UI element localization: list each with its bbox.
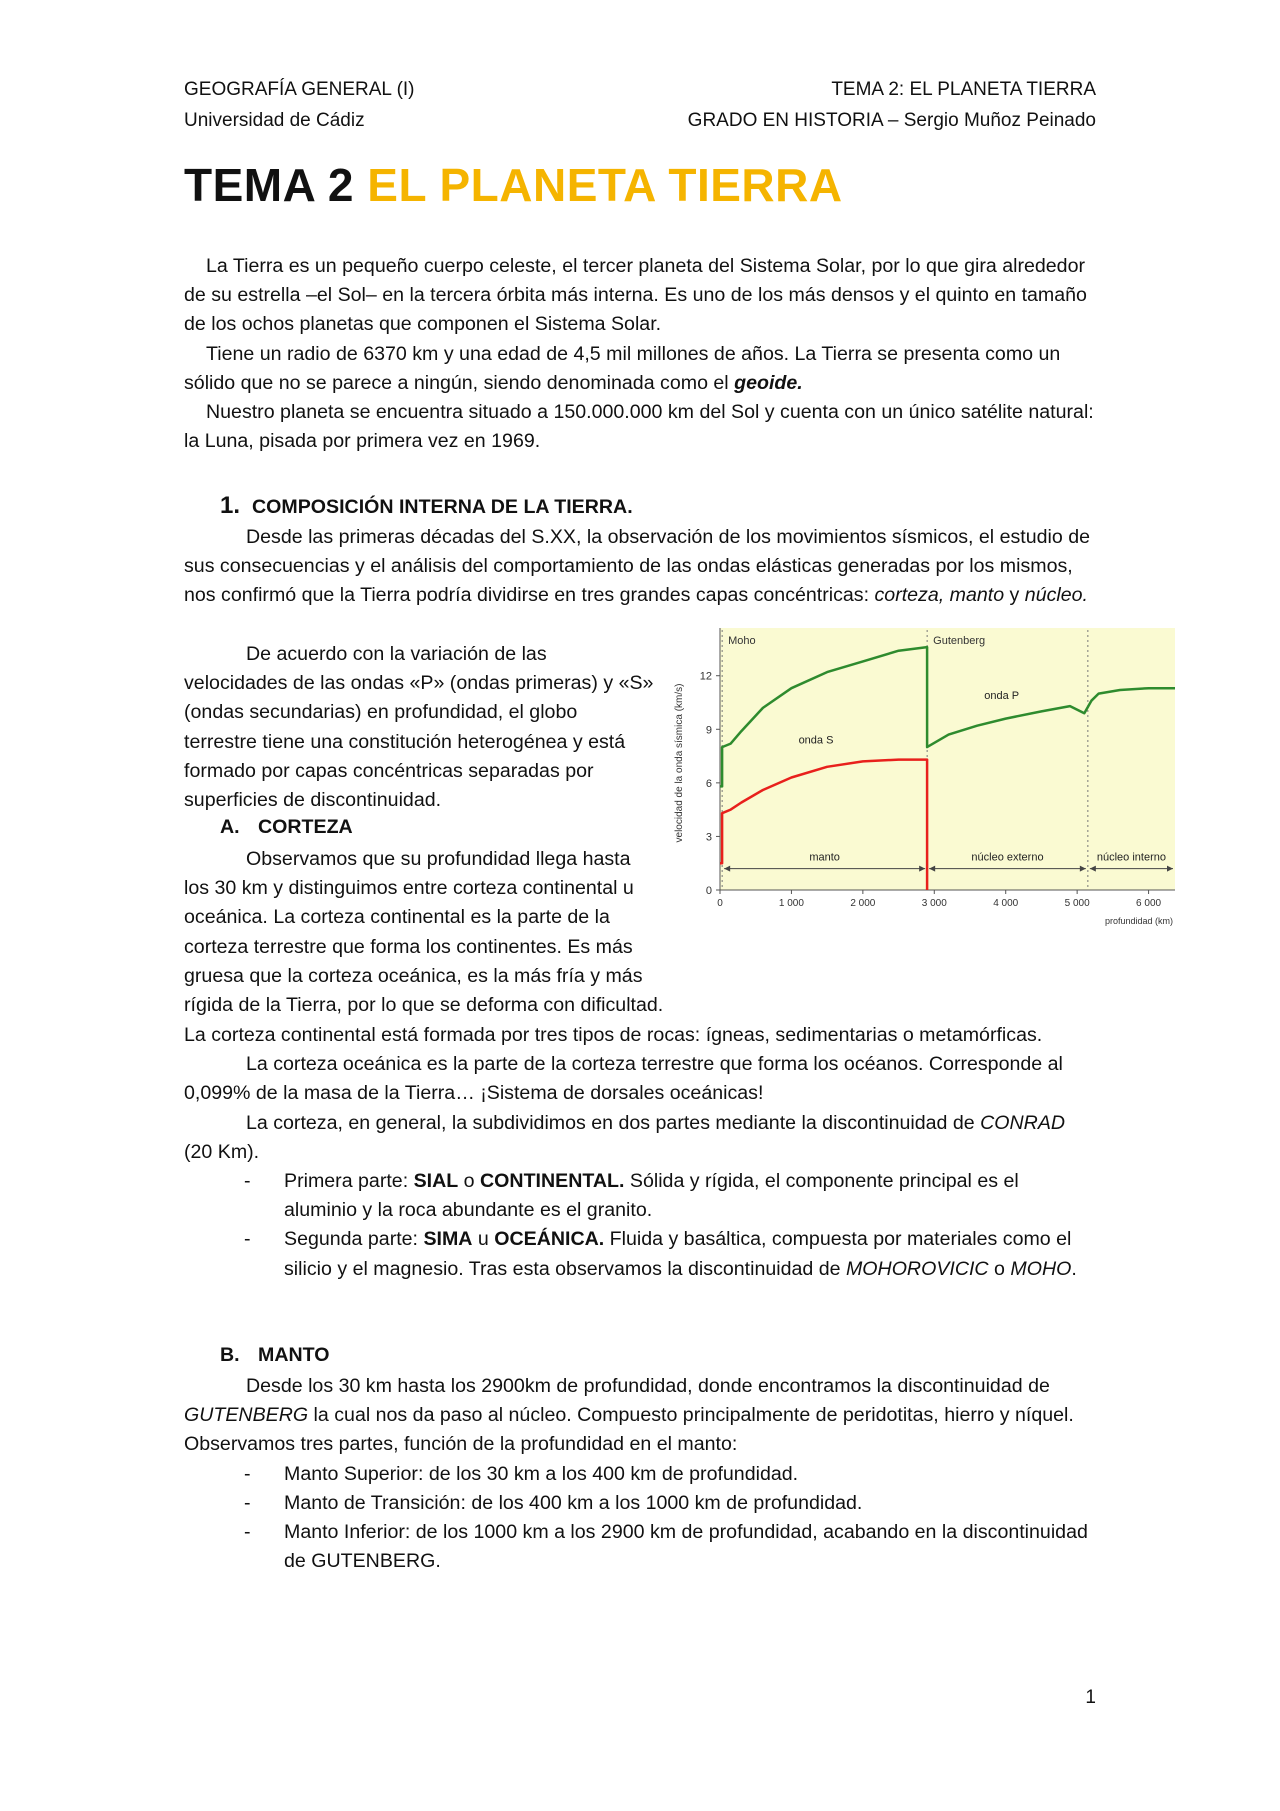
x-tick-label: 4 000 (993, 898, 1019, 909)
x-tick-label: 2 000 (850, 898, 876, 909)
item-term-2: OCEÁNICA. (494, 1228, 605, 1251)
x-tick-label: 3 000 (921, 898, 947, 909)
manto-list-item (184, 1460, 1096, 1489)
discontinuity-label: Moho (728, 635, 756, 647)
corteza-heading (220, 816, 353, 839)
corteza-p4-text: La corteza, en general, la subdividimos en dos partes mediante la discontinuidad de (246, 1111, 981, 1134)
corteza-p1-text: Observamos que su profundidad llega hasta los 30 km y distinguimos entre corteza continental u oceánica. La corteza continental es la parte de la corteza terrestre que forma los continentes. Es más gruesa que la corteza oceánica, es la más fría y más rígida de la Tierra, por lo que se deforma con dificultad. (184, 848, 664, 1017)
manto-letter: B. (220, 1344, 240, 1366)
list-dash: - (244, 1228, 251, 1251)
course-name: GEOGRAFÍA GENERAL (I) (184, 79, 415, 100)
list-dash: - (244, 1521, 251, 1544)
manto-p1-text: Desde los 30 km hasta los 2900km de profundidad, donde encontramos la discontinuidad de (246, 1375, 1050, 1397)
manto-list (184, 1460, 1096, 1577)
item-mid-2: o (988, 1257, 1011, 1280)
manto-item-text: Manto de Transición: de los 400 km a los 1000 km de profundidad. (284, 1491, 863, 1514)
item-pre: Primera parte: (284, 1170, 414, 1193)
item-post: Sólida y rígida, el componente principal es el aluminio y la roca abundante es el granito. (284, 1170, 1019, 1222)
title-prefix: TEMA 2 (184, 159, 354, 211)
intro (184, 252, 1096, 456)
item-term-1: SIAL (413, 1170, 459, 1193)
university-name: Universidad de Cádiz (184, 110, 365, 131)
moho-term-full: MOHOROVICIC (845, 1257, 989, 1280)
x-tick-label: 6 000 (1136, 898, 1162, 909)
manto-paragraph-1 (184, 1372, 1096, 1460)
item-term-1: SIMA (423, 1228, 473, 1251)
gutenberg-term: GUTENBERG (184, 1404, 309, 1427)
list-dash: - (244, 1462, 251, 1485)
intro-paragraph-2 (184, 340, 1096, 398)
corteza-list (184, 1167, 1096, 1284)
manto-list-item (184, 1518, 1096, 1576)
corteza-letter: A. (220, 816, 240, 838)
header-right (688, 74, 1096, 136)
corteza-p4-end: (20 Km). (184, 1140, 260, 1163)
geoide-term: geoide. (734, 371, 803, 394)
manto-heading (220, 1344, 329, 1367)
degree-author: GRADO EN HISTORIA – Sergio Muñoz Peinado (687, 110, 1096, 131)
manto-title: MANTO (258, 1344, 330, 1366)
section-1-heading (220, 492, 633, 520)
manto-body (184, 1372, 1096, 1576)
s1-p1-italic-2: núcleo. (1024, 584, 1088, 607)
series-label-s: onda S (798, 734, 834, 747)
s1-p1-and: y (1004, 584, 1025, 607)
region-label: manto (809, 851, 840, 864)
x-axis-label: profundidad (km) (1104, 916, 1173, 926)
page-number: 1 (1085, 1687, 1096, 1708)
header-left (184, 74, 415, 136)
item-mid: u (472, 1228, 495, 1251)
discontinuity-label: Gutenberg (933, 635, 986, 647)
list-dash: - (244, 1170, 251, 1193)
section-1-paragraph-1 (184, 523, 1096, 611)
y-axis-label: velocidad de la onda sísmica (km/s) (674, 683, 685, 843)
manto-p1-end: la cual nos da paso al núcleo. Compuesto principalmente de peridotitas, hierro y níquel. Observamos tres partes, función de la profundidad en el manto: (184, 1404, 1074, 1456)
y-tick-label: 0 (705, 885, 712, 897)
section-1-body (184, 523, 1096, 611)
region-label: núcleo externo (971, 851, 1044, 864)
x-tick-label: 1 000 (778, 898, 804, 909)
y-tick-label: 9 (705, 724, 712, 737)
section-1-paragraph-2-box (184, 640, 654, 815)
corteza-paragraph-3: La corteza oceánica es la parte de la corteza terrestre que forma los océanos. Corresponde al 0,099% de la masa de la Tierra… ¡Sistema de dorsales oceánicas! (184, 1053, 1063, 1105)
corteza-title: CORTEZA (258, 816, 353, 838)
intro-p2-text: Tiene un radio de 6370 km y una edad de 4,5 mil millones de años. La Tierra se presenta como un sólido que no se parece a ningún, siendo denominada como el (184, 342, 1061, 394)
page-title (184, 158, 843, 212)
region-label: núcleo interno (1096, 851, 1166, 864)
intro-paragraph-1: La Tierra es un pequeño cuerpo celeste, el tercer planeta del Sistema Solar, por lo que gira alrededor de su estrella –el Sol– en la tercera órbita más interna. Es uno de los más densos y el quinto en tamaño de los ochos planetas que componen el Sistema Solar. (184, 255, 1087, 336)
item-mid: o (458, 1170, 481, 1193)
moho-term-short: MOHO (1010, 1257, 1072, 1280)
item-post: Fluida y basáltica, compuesta por materiales como el silicio y el magnesio. Tras esta observamos la discontinuidad de (284, 1228, 1072, 1280)
corteza-list-item (184, 1225, 1096, 1283)
y-tick-label: 3 (705, 831, 712, 844)
topic-name: TEMA 2: EL PLANETA TIERRA (831, 79, 1096, 100)
item-end: . (1071, 1257, 1077, 1280)
conrad-term: CONRAD (980, 1111, 1066, 1134)
x-tick-label: 0 (717, 898, 723, 909)
title-main: EL PLANETA TIERRA (367, 159, 843, 211)
x-tick-label: 5 000 (1064, 898, 1090, 909)
series-label-p: onda P (984, 689, 1020, 702)
manto-item-text: Manto Superior: de los 30 km a los 400 km de profundidad. (284, 1462, 799, 1485)
list-dash: - (244, 1491, 251, 1514)
section-1-number: 1. (220, 492, 241, 519)
item-pre: Segunda parte: (284, 1228, 424, 1251)
y-tick-label: 6 (705, 777, 712, 790)
corteza-paragraph-2: La corteza continental está formada por tres tipos de rocas: ígneas, sedimentarias o metamórficas. (184, 1024, 1043, 1046)
manto-list-item (184, 1489, 1096, 1518)
y-tick-label: 12 (699, 670, 712, 683)
s1-p1-text: Desde las primeras décadas del S.XX, la observación de los movimientos sísmicos, el estudio de sus consecuencias y el análisis del comportamiento de las ondas elásticas generadas por los mismos, nos confirmó que la Tierra podría dividirse en tres grandes capas concéntricas: (184, 526, 1091, 607)
seismic-velocity-chart (660, 628, 1180, 938)
corteza-list-item (184, 1167, 1096, 1225)
intro-paragraph-3: Nuestro planeta se encuentra situado a 150.000.000 km del Sol y cuenta con un único satélite natural: la Luna, pisada por primera vez en 1969. (184, 401, 1094, 453)
manto-item-text: Manto Inferior: de los 1000 km a los 2900 km de profundidad, acabando en la discontinuidad de GUTENBERG. (284, 1521, 1088, 1573)
section-1-title: COMPOSICIÓN INTERNA DE LA TIERRA. (252, 496, 633, 518)
section-1-paragraph-2: De acuerdo con la variación de las velocidades de las ondas «P» (ondas primeras) y «S» (ondas secundarias) en profundidad, el globo terrestre tiene una constitución heterogénea y está formado por capas concéntricas separadas por superficies de discontinuidad. (184, 643, 654, 812)
corteza-rest (184, 1021, 1096, 1284)
corteza-paragraph-4 (184, 1109, 1096, 1167)
s1-p1-italic-1: corteza, manto (874, 584, 1005, 607)
item-term-2: CONTINENTAL. (480, 1170, 625, 1193)
